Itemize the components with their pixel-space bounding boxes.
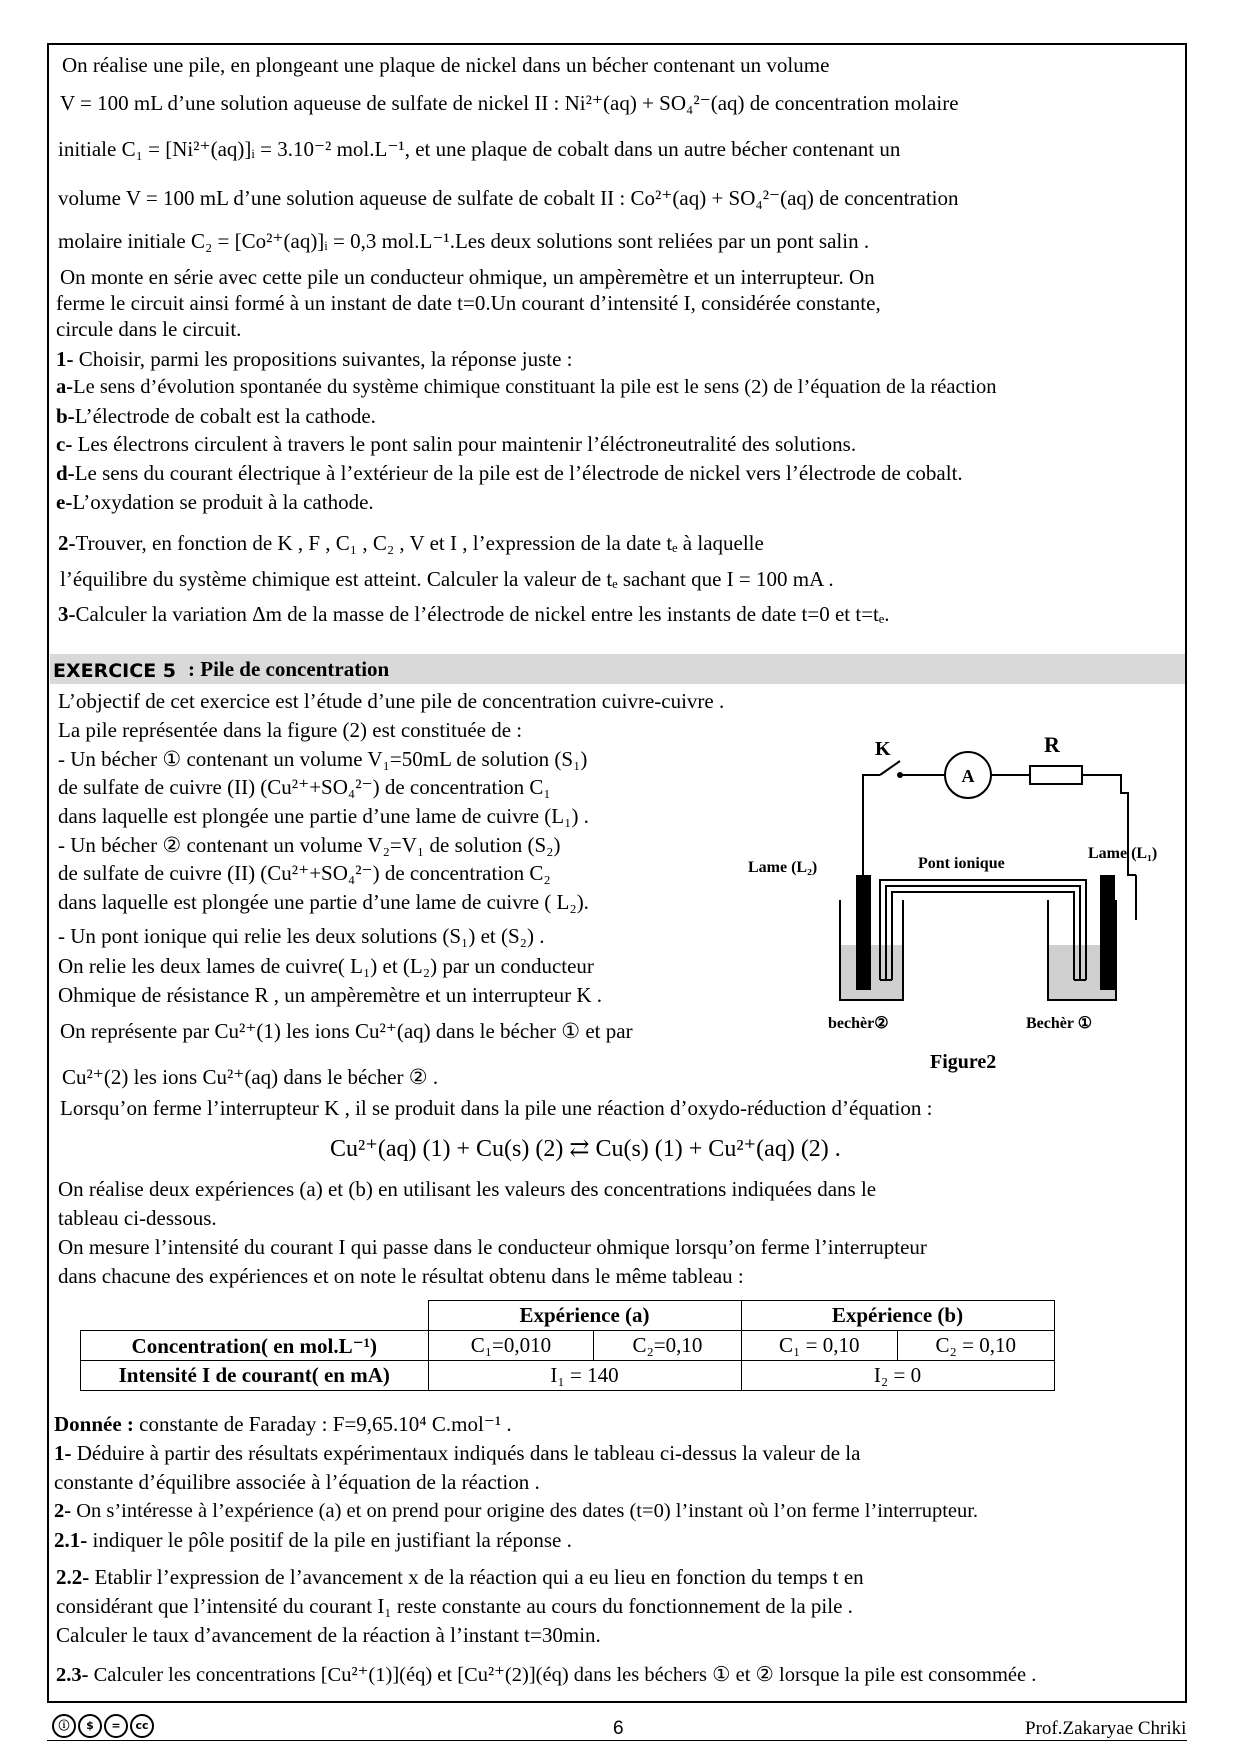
choice-d: d-Le sens du courant électrique à l’extérieur de la pile est de l’électrode de nickel vers l’électrode de cobalt. <box>56 461 963 485</box>
intro-line-3: initiale C₁ = [Ni²⁺(aq)]ᵢ = 3.10⁻² mol.L⁻¹, et une plaque de cobalt dans un autre bécher contenant un <box>58 137 901 161</box>
ex5-line-2: La pile représentée dans la figure (2) est constituée de : <box>58 718 523 742</box>
ex5-line-4: de sulfate de cuivre (II) (Cu²⁺+SO₄²⁻) de concentration C₁ <box>58 775 551 799</box>
switch-k-blade <box>880 761 900 775</box>
ex5-line-13: Cu²⁺(2) les ions Cu²⁺(aq) dans le bécher ② . <box>62 1065 439 1089</box>
question-2-line-1: 2-Trouver, en fonction de K , F , C₁ , C₂ , V et I , l’expression de la date tₑ à laquelle <box>58 531 764 555</box>
choice-c: c- Les électrons circulent à travers le pont salin pour maintenir l’éléctroneutralité des solutions. <box>56 432 857 456</box>
footer-rule <box>47 1740 1187 1741</box>
ex5-line-8: dans laquelle est plongée une partie d’une lame de cuivre ( L₂). <box>58 890 589 914</box>
electrode-l1 <box>1100 875 1115 990</box>
ex5-line-11: Ohmique de résistance R , un ampèremètre et un interrupteur K . <box>58 983 603 1007</box>
ex5-question-2-1: 2.1- indiquer le pôle positif de la pile en justifiant la réponse . <box>54 1528 572 1552</box>
donnee: Donnée : constante de Faraday : F=9,65.10⁴ C.mol⁻¹ . <box>54 1412 512 1436</box>
cc-nd-icon: = <box>104 1714 128 1738</box>
cell-c1-b: C₁ = 0,10 <box>741 1331 898 1361</box>
row-concentration-label: Concentration( en mol.L⁻¹) <box>81 1331 429 1361</box>
electrode-l2 <box>856 875 871 990</box>
ammeter-label: A <box>961 766 975 786</box>
question-2-line-2: l’équilibre du système chimique est atteint. Calculer la valeur de tₑ sachant que I = 100 mA . <box>60 567 834 591</box>
header-experience-b: Expérience (b) <box>741 1301 1054 1331</box>
ex5-line-9: - Un pont ionique qui relie les deux solutions (S₁) et (S₂) . <box>58 924 545 948</box>
intro-line-2: V = 100 mL d’une solution aqueuse de sulfate de nickel II : Ni²⁺(aq) + SO₄²⁻(aq) de concentration molaire <box>60 91 959 115</box>
choice-b: b-L’électrode de cobalt est la cathode. <box>56 404 376 428</box>
ex5-question-2-2-line-2: considérant que l’intensité du courant I₁ reste constante au cours du fonctionnement de la pile . <box>56 1594 853 1618</box>
figure-2-diagram <box>748 725 1193 1090</box>
label-pont-ionique: Pont ionique <box>918 855 1005 872</box>
intro-line-7: ferme le circuit ainsi formé à un instant de date t=0.Un courant d’intensité I, considérée constante, <box>56 291 881 315</box>
ex5-line-18: dans chacune des expériences et on note le résultat obtenu dans le même tableau : <box>58 1264 744 1288</box>
intro-line-6: On monte en série avec cette pile un conducteur ohmique, un ampèremètre et un interrupteur. On <box>60 265 875 289</box>
reaction-equation: Cu²⁺(aq) (1) + Cu(s) (2) ⇄ Cu(s) (1) + Cu²⁺(aq) (2) . <box>330 1136 841 1162</box>
ex5-question-2-3: 2.3- Calculer les concentrations [Cu²⁺(1)](éq) et [Cu²⁺(2)](éq) dans les béchers ① et ② lorsque la pile est consommée . <box>56 1664 1037 1686</box>
question-3: 3-Calculer la variation Δm de la masse de l’électrode de nickel entre les instants de date t=0 et t=tₑ. <box>58 602 890 626</box>
cc-by-icon: ⓘ <box>52 1714 76 1738</box>
ex5-line-5: dans laquelle est plongée une partie d’une lame de cuivre (L₁) . <box>58 804 589 828</box>
label-becher-2: bechèr② <box>828 1015 889 1032</box>
choice-a: a-Le sens d’évolution spontanée du système chimique constituant la pile est le sens (2) de l’équation de la réaction <box>56 376 997 398</box>
label-lame-l2: Lame (L₂) <box>748 859 818 876</box>
cell-c2-a: C₂=0,10 <box>594 1331 741 1361</box>
ex5-line-12: On représente par Cu²⁺(1) les ions Cu²⁺(aq) dans le bécher ① et par <box>60 1019 633 1043</box>
label-lame-l1: Lame (L₁) <box>1088 845 1158 862</box>
intro-line-8: circule dans le circuit. <box>56 317 242 341</box>
author: Prof.Zakaryae Chriki <box>1025 1718 1187 1739</box>
creative-commons-icons <box>52 1714 154 1738</box>
resistor-r <box>1030 766 1082 784</box>
page-number: 6 <box>613 1718 624 1739</box>
cell-i1: I₁ = 140 <box>428 1361 741 1391</box>
choice-e: e-L’oxydation se produit à la cathode. <box>56 490 374 514</box>
figure-caption: Figure2 <box>930 1051 997 1073</box>
ex5-line-6: - Un bécher ② contenant un volume V₂=V₁ de solution (S₂) <box>58 833 561 857</box>
results-table <box>80 1300 1055 1391</box>
cc-icon: cc <box>130 1714 154 1738</box>
intro-line-4: volume V = 100 mL d’une solution aqueuse de sulfate de cobalt II : Co²⁺(aq) + SO₄²⁻(aq) de concentration <box>58 186 959 210</box>
cell-c1-a: C₁=0,010 <box>428 1331 594 1361</box>
ex5-line-15: On réalise deux expériences (a) et (b) en utilisant les valeurs des concentrations indiquées dans le <box>58 1177 877 1201</box>
ex5-question-2: 2- On s’intéresse à l’expérience (a) et on prend pour origine des dates (t=0) l’instant où l’on ferme l’interrupteur. <box>54 1500 979 1522</box>
ex5-question-2-2-line-3: Calculer le taux d’avancement de la réaction à l’instant t=30min. <box>56 1623 601 1647</box>
exercise-title: : Pile de concentration <box>188 657 390 681</box>
header-experience-a: Expérience (a) <box>428 1301 741 1331</box>
ex5-question-1-line-1: 1- Déduire à partir des résultats expérimentaux indiqués dans le tableau ci-dessus la valeur de la <box>54 1441 861 1465</box>
ex5-line-10: On relie les deux lames de cuivre( L₁) et (L₂) par un conducteur <box>58 954 594 978</box>
row-intensity-label: Intensité I de courant( en mA) <box>81 1361 429 1391</box>
ex5-question-1-line-2: constante d’équilibre associée à l’équation de la réaction . <box>54 1470 540 1494</box>
switch-k-contact <box>897 772 903 778</box>
exercise-label: EXERCICE 5 <box>53 660 177 682</box>
ex5-line-17: On mesure l’intensité du courant I qui passe dans le conducteur ohmique lorsqu’on ferme l’interrupteur <box>58 1235 927 1259</box>
intro-line-5: molaire initiale C₂ = [Co²⁺(aq)]ᵢ = 0,3 mol.L⁻¹.Les deux solutions sont reliées par un pont salin . <box>58 229 870 253</box>
ex5-line-16: tableau ci-dessous. <box>58 1206 217 1230</box>
label-becher-1: Bechèr ① <box>1026 1015 1093 1032</box>
switch-k-label: K <box>875 738 891 760</box>
ex5-line-7: de sulfate de cuivre (II) (Cu²⁺+SO₄²⁻) de concentration C₂ <box>58 861 551 885</box>
cell-c2-b: C₂ = 0,10 <box>898 1331 1055 1361</box>
ex5-line-3: - Un bécher ① contenant un volume V₁=50mL de solution (S₁) <box>58 747 588 771</box>
ex5-line-1: L’objectif de cet exercice est l’étude d’une pile de concentration cuivre-cuivre . <box>58 689 725 713</box>
cell-i2: I₂ = 0 <box>741 1361 1054 1391</box>
ex5-question-2-2-line-1: 2.2- Etablir l’expression de l’avancement x de la réaction qui a eu lieu en fonction du temps t en <box>56 1565 864 1589</box>
question-1: 1- Choisir, parmi les propositions suivantes, la réponse juste : <box>56 347 573 371</box>
intro-line-1: On réalise une pile, en plongeant une plaque de nickel dans un bécher contenant un volume <box>62 53 830 77</box>
ex5-line-14: Lorsqu’on ferme l’interrupteur K , il se produit dans la pile une réaction d’oxydo-réduction d’équation : <box>60 1096 933 1120</box>
resistor-r-label: R <box>1044 732 1060 757</box>
cc-nc-icon: $ <box>78 1714 102 1738</box>
